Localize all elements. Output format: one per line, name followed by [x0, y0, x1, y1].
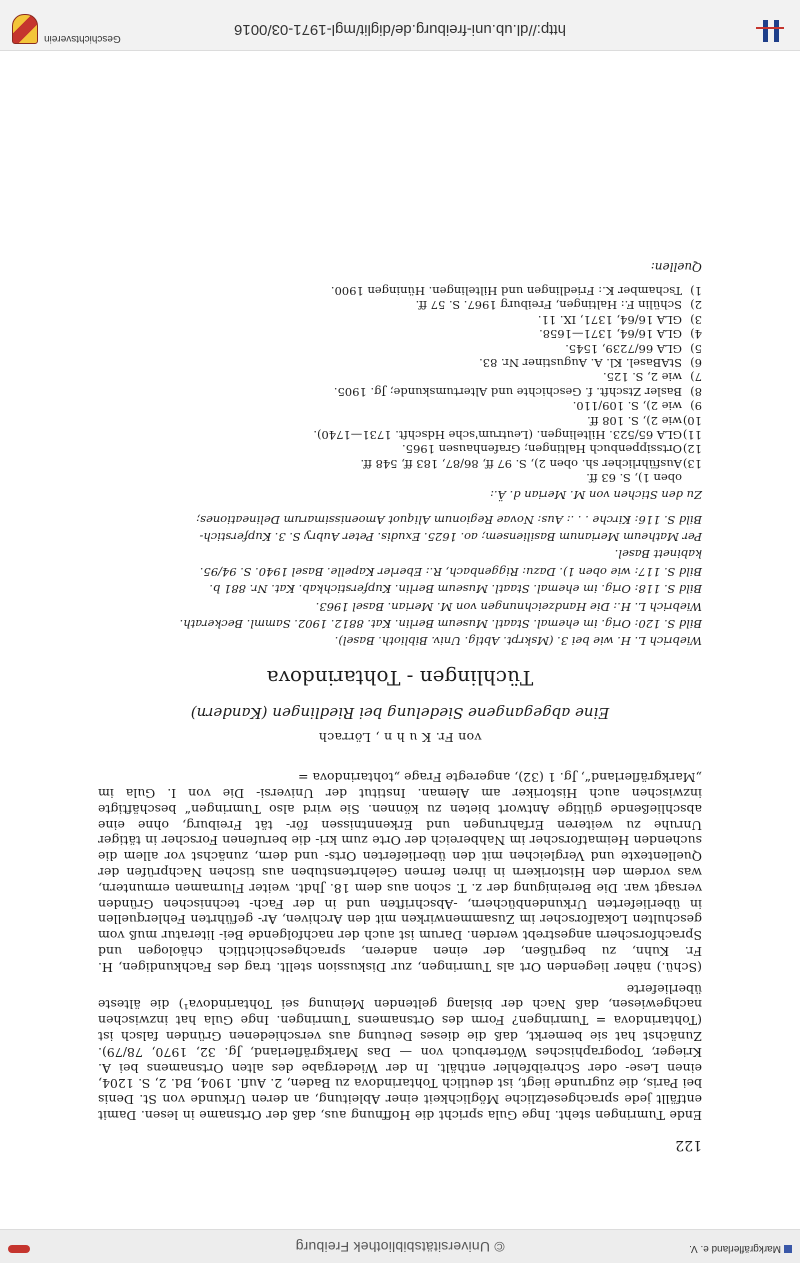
- caption-line: Bild S. 117: wie oben 1). Dazu: Riggenbach, R.: Eberler Kapelle. Basel 1940. S. 94/95.: [199, 564, 702, 579]
- source-text: Schülin F.: Haltingen, Freiburg 1967. S. 57 ff.: [415, 298, 682, 313]
- source-item: [98, 384, 702, 398]
- source-item: [98, 312, 702, 326]
- source-text: GLA 16/64, 1371, IX. 11.: [537, 312, 682, 327]
- source-text: wie 2), S. 108 ff.: [587, 413, 682, 428]
- document-url[interactable]: http://dl.ub.uni-freiburg.de/diglit/mgl-1971-03/0016: [234, 21, 566, 38]
- caption-line: Bild S. 118: Orig. im ehemal. Staatl. Museum Berlin. Kupferstichkab. Kat. Nr. 881 b.: [209, 582, 702, 597]
- caption-line: Per Matheum Merianum Basiliensem; ao. 1625. Exudis. Peter Aubry S. 3. Kupferstich-: [199, 530, 702, 545]
- source-number: 11): [682, 428, 702, 442]
- source-item: [98, 399, 702, 413]
- source-item: [98, 327, 702, 341]
- paragraph-intro: (Schü.) näher liegenden Ort als Tumringen, zur Diskussion stellt. trag des Fachkundigen, H. Fr. Kuhn, zu begrüßen, der einen anderen, sprachgeschichtlich chäologen und Sprachforschern angestrebt werden. Darum ist auch der nachfolgende Bei- literatur muß vom geschulten Lokalforscher im Zusammenwirken mit den Archiven, Ar- geführten Fehlerquellen in überlieferten Urkundenbüchern, -Abschriften und in der Fach- technischen Gründen versagt war. Die Bereinigung der z. T. schon aus dem 18. Jhdt. weiter Flurnamen ermuntern, was vordem den Historikern in ihren fernen Gelehrtenstuben aus tischen Nachprüfen der Quellentexte und Vergleichen mit den überlieferten Orts- und dern, zunächst vor allem die suchenden Heimatforscher im Nahbereich der Orte zum kri- die berufenen Forscher in tätiger Unruhe zu weiteren Erfahrungen und Erkenntnissen för- tät Freiburg, ohne eine abschließende gültige Antwort bieten zu können. Sie wird also Tumringen“ beschäftigte inzwischen auch Historiker am Aleman. Institut der Universi- Die von I. Gula im „Markgräflerland“, Jg. 1 (32), angeregte Frage „tohtarindova =: [98, 770, 702, 975]
- page-number: 122: [675, 1137, 702, 1153]
- article-subtitle: Eine abgegangene Siedelung bei Riedlingen (Kandern): [190, 704, 610, 723]
- article-byline: von Fr. K u h n , Lörrach: [318, 730, 482, 746]
- caption-line: Bild S. 116: Kirche . . .: Aus: Novae Regionum Aliquot Amoenissimarum Delineationes;: [196, 512, 702, 527]
- society-line-1: Geschichtsverein: [44, 33, 121, 44]
- source-item: [98, 428, 702, 442]
- left-brand-text: Markgräflerland e. V.: [689, 1243, 781, 1254]
- source-item: [98, 442, 702, 456]
- source-item: [98, 471, 702, 485]
- source-number: 5): [690, 341, 702, 356]
- caption-line: Wiebrich L. H. wie bei 3. (Mskrpt. Abtlg. Univ. Biblioth. Basel).: [334, 634, 702, 649]
- source-number: 12): [682, 442, 702, 457]
- sources-heading: Quellen:: [650, 259, 702, 274]
- source-number: 3): [690, 312, 702, 327]
- source-number: 4): [690, 327, 702, 342]
- caption-line: kabinett Basel.: [614, 547, 702, 562]
- coat-of-arms-icon: [12, 14, 38, 44]
- source-number: 6): [690, 355, 702, 370]
- source-text: Tschamber K.: Friedlingen und Hiltelingen. Hüningen 1900.: [330, 283, 682, 298]
- source-number: 9): [690, 399, 702, 414]
- article-title: Tüchlingen - Tohtarindova: [266, 666, 534, 691]
- caption-line: Bild S. 120: Orig. im ehemal. Staatl. Museum Berlin. Kat. 8812. 1902. Samml. Beckerath.: [179, 617, 702, 632]
- right-brand: [8, 1243, 33, 1254]
- source-number: 8): [690, 384, 702, 399]
- caption-list: [98, 488, 702, 648]
- source-text: Ortssippenbuch Haltingen; Grafenhausen 1965.: [402, 442, 682, 457]
- source-item: [98, 298, 702, 312]
- source-text: StABasel. Kl. A. Augustiner Nr. 83.: [479, 355, 682, 370]
- source-item: [98, 413, 702, 427]
- source-text: oben 1), S. 63 ff.: [586, 471, 682, 486]
- sources-list: [98, 284, 702, 486]
- source-number: 10): [682, 413, 702, 428]
- brand-oval-icon: [8, 1245, 30, 1253]
- header-bar: [0, 0, 800, 51]
- source-item: [98, 341, 702, 355]
- source-text: GLA 16/64, 1371—1658.: [539, 327, 682, 342]
- article: [98, 260, 702, 1153]
- footer-bar: [0, 1229, 800, 1263]
- source-number: 1): [690, 283, 702, 298]
- source-text: GLA 66/7239, 1545.: [565, 341, 682, 356]
- captions-heading: Zu den Stichen von M. Merian d. Ä.:: [490, 488, 702, 503]
- source-number: 7): [690, 370, 702, 385]
- source-item: [98, 370, 702, 384]
- paragraph-main: Ende Tumringen steht. Inge Gula spricht die Hoffnung aus, daß der Ortsname in lesen. Damit entfällt jede sprachgesetzliche Möglichkeit einer Ableitung, an deren Urkunde von St. Denis bei Paris, die zugrunde liegt, ist deutlich Tohtarindova zu Baden, 2. Aufl. 1904, Bd. 2, S. 1204, einen Lese- oder Schreibfehler enthält. In der Wiedergabe des alten Ortsnamens bei A. Krieger, Topographisches Wörterbuch von — Das Markgräflerland, Jg. 32, 1970, 78/79). Zunächst hat sie bemerkt, daß die dieses Deutung aus verschiedenen Gründen falsch ist (Tohtarindova = Tumringen? Form des Ortsnamens Tumringen. Inge Gula hat inzwischen nachgewiesen, daß Nach der bislang geltenden Meinung sei Tohtarindova¹) die älteste überlieferte: [98, 981, 702, 1123]
- copyright-text: © Universitätsbibliothek Freiburg: [295, 1239, 505, 1255]
- source-text: Ausführlicher sh. oben 2), S. 97 ff, 86/87, 183 ff, 548 ff.: [360, 456, 682, 471]
- caption-line: Wiebrich L. H.: Die Handzeichnungen von M. Merian. Basel 1963.: [315, 599, 702, 614]
- source-text: wie 2), S. 109/110.: [572, 399, 682, 414]
- source-text: wie 2, S. 125.: [603, 370, 682, 385]
- source-text: Basler Ztschft. f. Geschichte und Altertumskunde; Jg. 1905.: [333, 384, 682, 399]
- source-item: [98, 284, 702, 298]
- source-text: GLA 65/523. Hiltelingen. (Leutrum'sche Hdschft. 1731—1740).: [313, 428, 682, 442]
- source-item: [98, 356, 702, 370]
- source-item: [98, 456, 702, 470]
- society-name: [44, 33, 121, 44]
- source-number: 2): [690, 298, 702, 313]
- source-number: 13): [682, 456, 702, 471]
